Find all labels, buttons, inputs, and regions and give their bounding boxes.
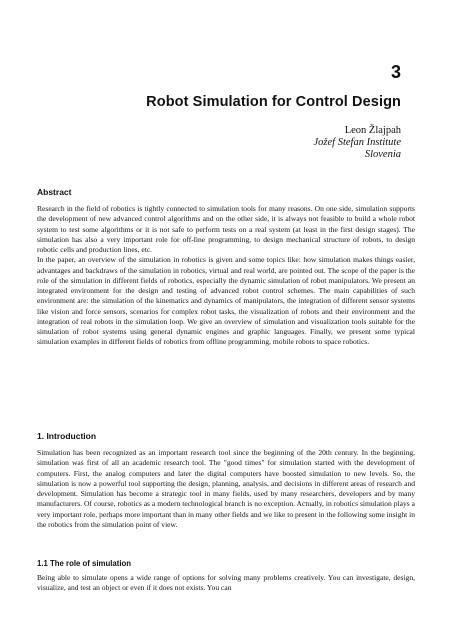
author-block bbox=[314, 125, 401, 161]
role-of-simulation-body bbox=[37, 573, 415, 594]
chapter-title: Robot Simulation for Control Design bbox=[146, 94, 401, 110]
introduction-body bbox=[37, 448, 415, 530]
author-institution: Jožef Stefan Institute bbox=[313, 137, 401, 148]
author-country: Slovenia bbox=[364, 149, 401, 160]
abstract-paragraph-2: In the paper, an overview of the simulation in robotics is given and some topics like: how simulation makes things easier, advantages and backdraws of the simulation in robotics, virtual and real world, are pointed out. The scope of the paper is the role of the simulation in different fields of robotics, especially the dynamic simulation of robot manipulators. We present an integrated environment for the design and testing of advanced robot control schemes. The main capabilities of such environment are: the simulation of the kinematics and dynamics of manipulators, the integration of different sensor systems like vision and force sensors, scenarios for complex robot tasks, the visualization of robots and their environment and the integration of real robots in the simulation loop. We give an overview of simulation and visualization tools suitable for the simulation of robot systems using general dynamic engines and graphic languages. Finally, we present some typical simulation examples in different fields of robotics from offline programming, mobile robots to space robotics. bbox=[37, 255, 415, 347]
role-of-simulation-paragraph: Being able to simulate opens a wide range of options for solving many problems creatively. You can investigate, design, visualize, and test an object or even if it does not exists. You can bbox=[37, 573, 415, 593]
introduction-heading: 1. Introduction bbox=[37, 431, 97, 441]
abstract-body bbox=[37, 204, 415, 348]
abstract-paragraph-1: Research in the field of robotics is tightly connected to simulation tools for many reasons. On one side, simulation supports the development of new advanced control algorithms and on the other side, it is always not feasible to build a whole robot system to test some algorithms or it is not safe to perform tests on a real system (at least in the first design stages). The simulation has also a very important role for off-line programming, to design mechanical structure of robots, to design robotic cells and production lines, etc. bbox=[37, 204, 415, 254]
chapter-number: 3 bbox=[390, 62, 401, 82]
author-name: Leon Žlajpah bbox=[344, 125, 401, 136]
introduction-paragraph: Simulation has been recognized as an important research tool since the beginning of the 20th century. In the beginning, simulation was first of all an academic research tool. The "good times" for simulation started with the development of computers. First, the analog computers and later the digital computers have boosted simulation to new levels. So, the simulation is now a powerful tool supporting the design, planning, analysis, and decisions in different areas of research and development. Simulation has become a strategic tool in many fields, used by many researchers, developers and by many manufacturers. Of course, robotics as a modern technological branch is no exception. Actually, in robotics simulation plays a very important role, perhaps more important than in many other fields and we like to present in the following some insight in the robotics from the simulation point of view. bbox=[37, 448, 415, 529]
role-of-simulation-heading: 1.1 The role of simulation bbox=[37, 559, 132, 568]
abstract-heading: Abstract bbox=[37, 187, 72, 197]
